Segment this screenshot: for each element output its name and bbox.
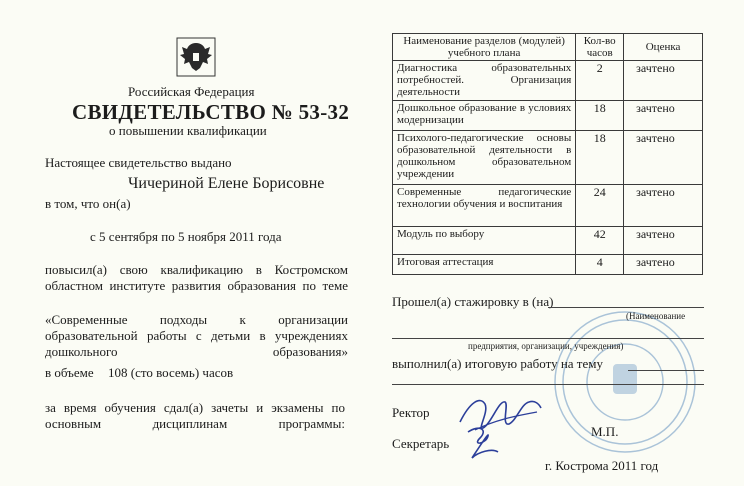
header-grade: Оценка [624, 34, 703, 61]
internship-note-2: предприятия, организации, учреждения) [468, 341, 624, 351]
issued-line: Настоящее свидетельство выдано [45, 155, 232, 170]
course-topic: «Современные подходы к организации образовательной работы с детьми в учреждениях дошкольного образования» [45, 312, 348, 359]
volume-value: 108 (сто восемь) часов [108, 365, 234, 380]
module-grade: зачтено [624, 131, 703, 185]
internship-blank [548, 307, 704, 308]
table-row [393, 131, 703, 185]
qualification-paragraph: повысил(а) свою квалификацию в Костромском областном институте развития образования по теме [45, 262, 348, 293]
seal-place: М.П. [591, 424, 619, 439]
table-row [393, 61, 703, 101]
module-hours: 18 [576, 101, 624, 131]
module-grade: зачтено [624, 227, 703, 255]
module-name: Психолого-педагогические основы образовательной деятельности в дошкольном образовательном учреждении [393, 131, 576, 185]
module-grade: зачтено [624, 61, 703, 101]
document-title: СВИДЕТЕЛЬСТВО № 53-32 [72, 100, 350, 124]
module-name: Итоговая аттестация [393, 255, 576, 275]
module-name: Современные педагогические технологии обучения и воспитания [393, 185, 576, 227]
module-grade: зачтено [624, 185, 703, 227]
secretary-signature-icon [458, 422, 508, 462]
study-plan-table [392, 33, 703, 275]
module-name: Дошкольное образование в условиях модернизации [393, 101, 576, 131]
module-hours: 2 [576, 61, 624, 101]
internship-blank-2 [392, 338, 704, 339]
internship-line: Прошел(а) стажировку в (на) [392, 294, 554, 309]
final-work-blank-2 [392, 384, 704, 385]
table-row [393, 101, 703, 131]
internship-note: (Наименование [626, 311, 686, 321]
document-subtitle: о повышении квалификации [109, 123, 267, 138]
country-name: Российская Федерация [128, 84, 255, 99]
module-hours: 4 [576, 255, 624, 275]
holder-name: Чичериной Елене Борисовне [128, 175, 325, 192]
module-hours: 24 [576, 185, 624, 227]
table-row [393, 255, 703, 275]
city-year: г. Кострома 2011 год [545, 458, 659, 473]
table-header-row [393, 34, 703, 61]
table-row [393, 185, 703, 227]
table-row [393, 227, 703, 255]
module-name: Модуль по выбору [393, 227, 576, 255]
coat-of-arms-icon [176, 37, 216, 77]
study-period: с 5 сентября по 5 ноября 2011 года [90, 229, 282, 244]
header-name: Наименование разделов (модулей) учебного плана [393, 34, 576, 61]
volume-label: в объеме [45, 365, 94, 380]
module-grade: зачтено [624, 255, 703, 275]
rector-label: Ректор [392, 405, 430, 420]
module-hours: 42 [576, 227, 624, 255]
secretary-label: Секретарь [392, 436, 450, 451]
header-hours: Кол-во часов [576, 34, 624, 61]
final-work-line: выполнил(а) итоговую работу на тему [392, 356, 603, 371]
module-name: Диагностика образовательных потребностей. Организация деятельности [393, 61, 576, 101]
module-grade: зачтено [624, 101, 703, 131]
exams-paragraph: за время обучения сдал(а) зачеты и экзамены по основным дисциплинам программы: [45, 400, 345, 431]
module-hours: 18 [576, 131, 624, 185]
final-work-blank [628, 370, 704, 371]
that-line: в том, что он(а) [45, 196, 131, 211]
